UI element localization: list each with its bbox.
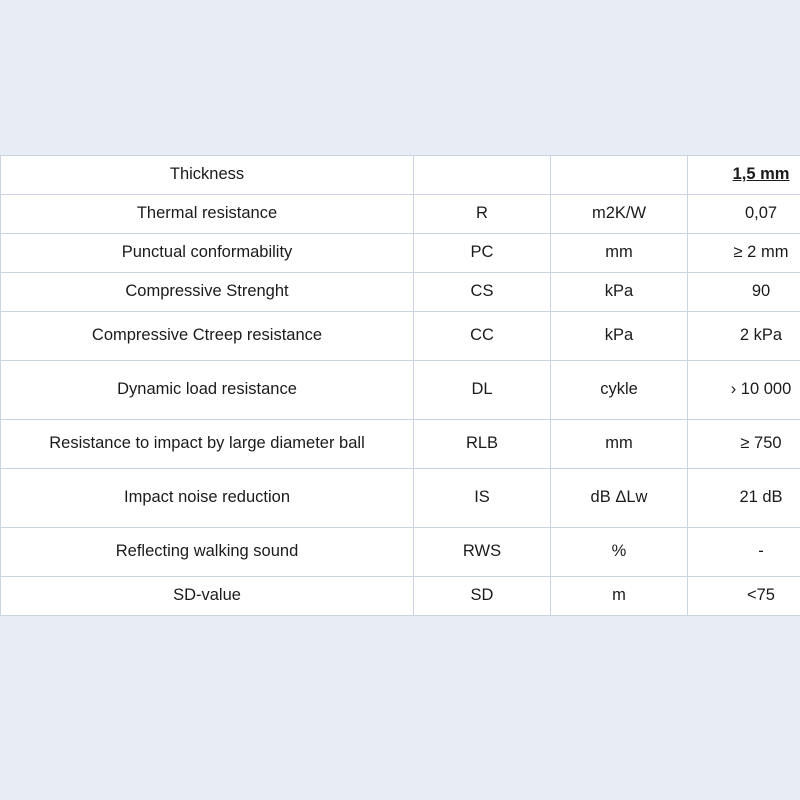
value-cell: ≥ 750: [688, 420, 800, 469]
unit-cell: %: [551, 528, 688, 577]
unit-cell: kPa: [551, 312, 688, 361]
table-row: [1, 420, 800, 469]
abbreviation-cell: RLB: [414, 420, 551, 469]
unit-cell: dB ΔLw: [551, 469, 688, 528]
abbreviation-cell: [414, 156, 551, 195]
table-row: [1, 469, 800, 528]
property-name-cell: SD-value: [1, 577, 414, 616]
table-row: [1, 234, 800, 273]
table-row: [1, 361, 800, 420]
table-body: [1, 156, 800, 616]
value-cell: 1,5 mm: [688, 156, 800, 195]
value-cell: -: [688, 528, 800, 577]
property-name-cell: Compressive Strenght: [1, 273, 414, 312]
property-name-cell: Dynamic load resistance: [1, 361, 414, 420]
value-cell: 2 kPa: [688, 312, 800, 361]
unit-cell: mm: [551, 234, 688, 273]
property-name-cell: Compressive Ctreep resistance: [1, 312, 414, 361]
unit-cell: m2K/W: [551, 195, 688, 234]
spec-table-container: [0, 155, 800, 616]
unit-cell: kPa: [551, 273, 688, 312]
value-cell: <75: [688, 577, 800, 616]
abbreviation-cell: DL: [414, 361, 551, 420]
value-cell: 21 dB: [688, 469, 800, 528]
property-name-cell: Reflecting walking sound: [1, 528, 414, 577]
table-row: [1, 312, 800, 361]
table-row: [1, 528, 800, 577]
value-cell: › 10 000: [688, 361, 800, 420]
property-name-cell: Thickness: [1, 156, 414, 195]
table-row: [1, 273, 800, 312]
abbreviation-cell: PC: [414, 234, 551, 273]
abbreviation-cell: CC: [414, 312, 551, 361]
property-name-cell: Thermal resistance: [1, 195, 414, 234]
unit-cell: [551, 156, 688, 195]
unit-cell: cykle: [551, 361, 688, 420]
unit-cell: m: [551, 577, 688, 616]
value-cell: 90: [688, 273, 800, 312]
property-name-cell: Punctual conformability: [1, 234, 414, 273]
property-name-cell: Resistance to impact by large diameter ball: [1, 420, 414, 469]
abbreviation-cell: SD: [414, 577, 551, 616]
table-row: [1, 195, 800, 234]
abbreviation-cell: R: [414, 195, 551, 234]
abbreviation-cell: IS: [414, 469, 551, 528]
table-row: [1, 156, 800, 195]
abbreviation-cell: RWS: [414, 528, 551, 577]
technical-specification-table: [0, 155, 800, 616]
unit-cell: mm: [551, 420, 688, 469]
abbreviation-cell: CS: [414, 273, 551, 312]
value-cell: 0,07: [688, 195, 800, 234]
property-name-cell: Impact noise reduction: [1, 469, 414, 528]
table-row: [1, 577, 800, 616]
value-cell: ≥ 2 mm: [688, 234, 800, 273]
